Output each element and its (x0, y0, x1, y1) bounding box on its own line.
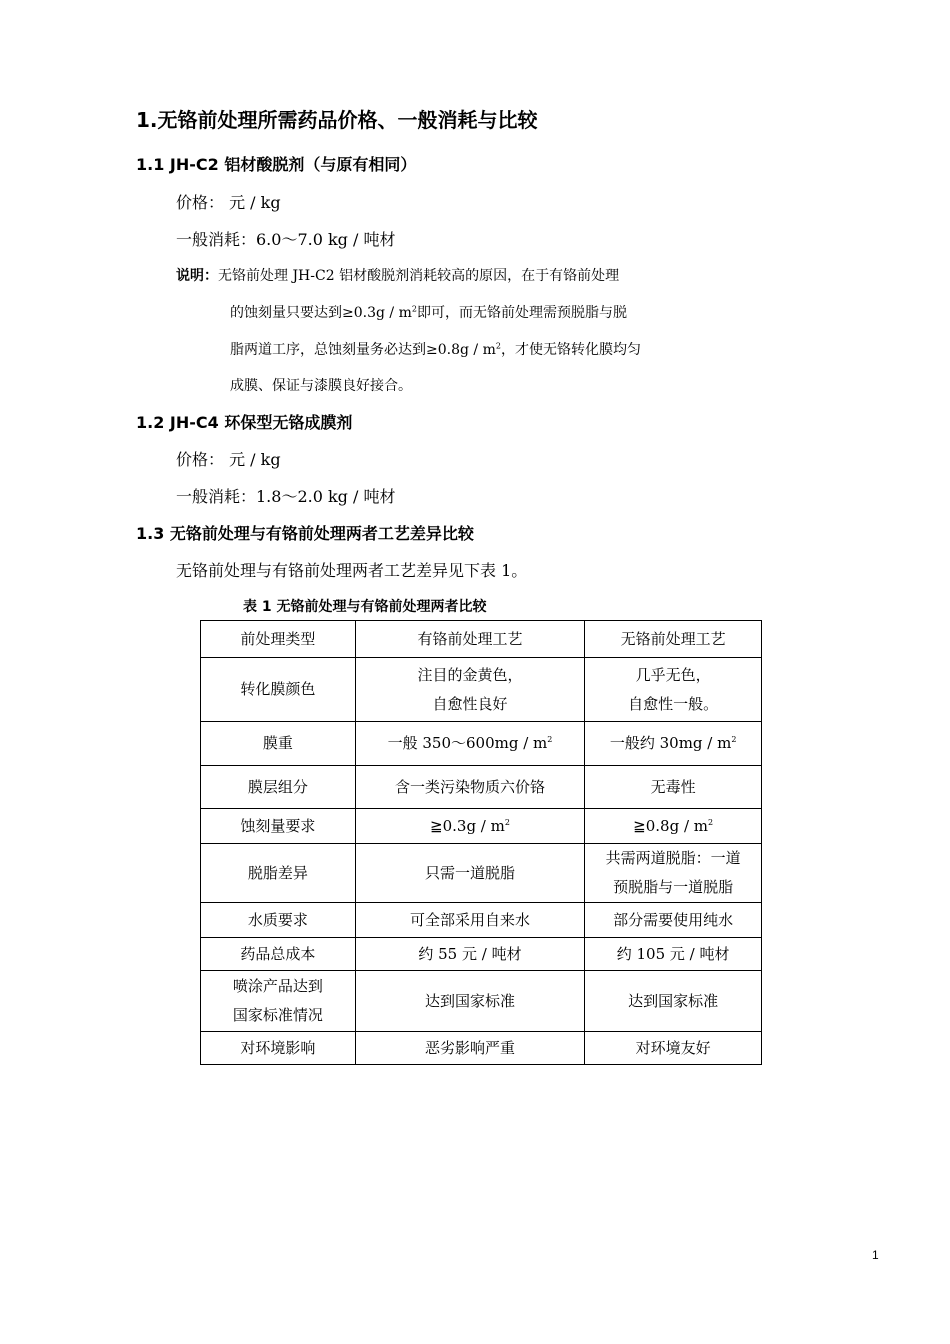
row-label: 水质要求 (201, 903, 356, 938)
table-cell (585, 844, 762, 903)
table-row (201, 658, 762, 722)
cell-line: 注目的金黄色， (417, 665, 523, 684)
superscript: 2 (708, 817, 714, 827)
table-cell (355, 658, 585, 722)
cell-line: 自愈性良好 (432, 694, 508, 713)
note-label: 说明： (176, 268, 218, 284)
table-cell: 达到国家标准 (355, 971, 585, 1032)
cell-text: ≧0.3g / m (430, 816, 505, 835)
note-text: 无铬前处理 JH-C2 铝材酸脱剂消耗较高的原因，在于有铬前处理 (218, 268, 620, 284)
s1-note-line-1 (176, 265, 619, 285)
s3-intro: 无铬前处理与有铬前处理两者工艺差异见下表 1。 (176, 561, 528, 580)
superscript: 2 (504, 817, 510, 827)
cell-line: 共需两道脱脂：一道 (605, 849, 741, 867)
note-text: 的蚀刻量只要达到≥0.3g / m (230, 305, 412, 321)
cell-line: 喷涂产品达到 (232, 977, 323, 995)
table-cell: 达到国家标准 (585, 971, 762, 1032)
section-1-3-heading: 1.3 无铬前处理与有铬前处理两者工艺差异比较 (136, 524, 474, 543)
row-label: 膜层组分 (201, 766, 356, 809)
table-cell: 部分需要使用纯水 (585, 903, 762, 938)
table-cell: 可全部采用自来水 (355, 903, 585, 938)
s2-consumption: 一般消耗：1.8～2.0 kg / 吨材 (176, 487, 396, 506)
table-row (201, 809, 762, 844)
table-cell: 恶劣影响严重 (355, 1032, 585, 1065)
row-label (201, 971, 356, 1032)
section-1-1-heading: 1.1 JH-C2 铝材酸脱剂（与原有相同） (136, 155, 417, 174)
s1-note-line-4: 成膜、保证与漆膜良好接合。 (230, 378, 412, 394)
cell-text: 一般约 30mg / m (609, 734, 732, 752)
table-row (201, 903, 762, 938)
page-number: 1 (872, 1248, 879, 1262)
table-row (201, 722, 762, 766)
cell-line: 预脱脂与一道脱脂 (613, 878, 734, 896)
table-row (201, 1032, 762, 1065)
cell-line: 几乎无色， (635, 665, 711, 684)
note-text: ，才使无铬转化膜均匀 (500, 342, 641, 358)
superscript: 2 (731, 735, 737, 744)
note-text: 即可，而无铬前处理需预脱脂与脱 (416, 305, 627, 321)
table-row (201, 971, 762, 1032)
table-cell: 只需一道脱脂 (355, 844, 585, 903)
row-label: 脱脂差异 (201, 844, 356, 903)
s2-price: 价格： 元 / kg (176, 450, 281, 469)
cell-line: 自愈性一般。 (628, 694, 719, 713)
table-cell (585, 809, 762, 844)
document-title: 1.无铬前处理所需药品价格、一般消耗与比较 (136, 108, 538, 132)
cell-text: ≧0.8g / m (633, 816, 709, 835)
cell-text: 一般 350～600mg / m (387, 734, 548, 752)
table-header-cell: 无铬前处理工艺 (585, 621, 762, 658)
table-cell: 含一类污染物质六价铬 (355, 766, 585, 809)
table-header-row (201, 621, 762, 658)
table-header-cell: 前处理类型 (201, 621, 356, 658)
table-cell: 无毒性 (585, 766, 762, 809)
row-label: 药品总成本 (201, 938, 356, 971)
section-1-2-heading: 1.2 JH-C4 环保型无铬成膜剂 (136, 413, 353, 432)
table-cell: 对环境友好 (585, 1032, 762, 1065)
table-cell (355, 722, 585, 766)
table-row (201, 766, 762, 809)
superscript: 2 (411, 304, 417, 314)
table-cell (585, 658, 762, 722)
table-cell: 约 55 元 / 吨材 (355, 938, 585, 971)
table-row (201, 844, 762, 903)
s1-price: 价格： 元 / kg (176, 193, 281, 212)
row-label: 对环境影响 (201, 1032, 356, 1065)
s1-consumption: 一般消耗：6.0～7.0 kg / 吨材 (176, 230, 396, 249)
comparison-table (200, 620, 762, 1065)
row-label: 蚀刻量要求 (201, 809, 356, 844)
table-cell (355, 809, 585, 844)
table-row (201, 938, 762, 971)
row-label: 转化膜颜色 (201, 658, 356, 722)
s1-note-line-2 (230, 302, 627, 322)
s1-note-line-3 (230, 339, 641, 359)
table-caption: 表 1 无铬前处理与有铬前处理两者比较 (243, 599, 487, 615)
superscript: 2 (495, 341, 501, 351)
table-header-cell: 有铬前处理工艺 (355, 621, 585, 658)
superscript: 2 (547, 735, 553, 744)
note-text: 脂两道工序，总蚀刻量务必达到≥0.8g / m (230, 342, 496, 358)
table-cell (585, 722, 762, 766)
cell-line: 国家标准情况 (232, 1006, 323, 1024)
table-cell: 约 105 元 / 吨材 (585, 938, 762, 971)
row-label: 膜重 (201, 722, 356, 766)
